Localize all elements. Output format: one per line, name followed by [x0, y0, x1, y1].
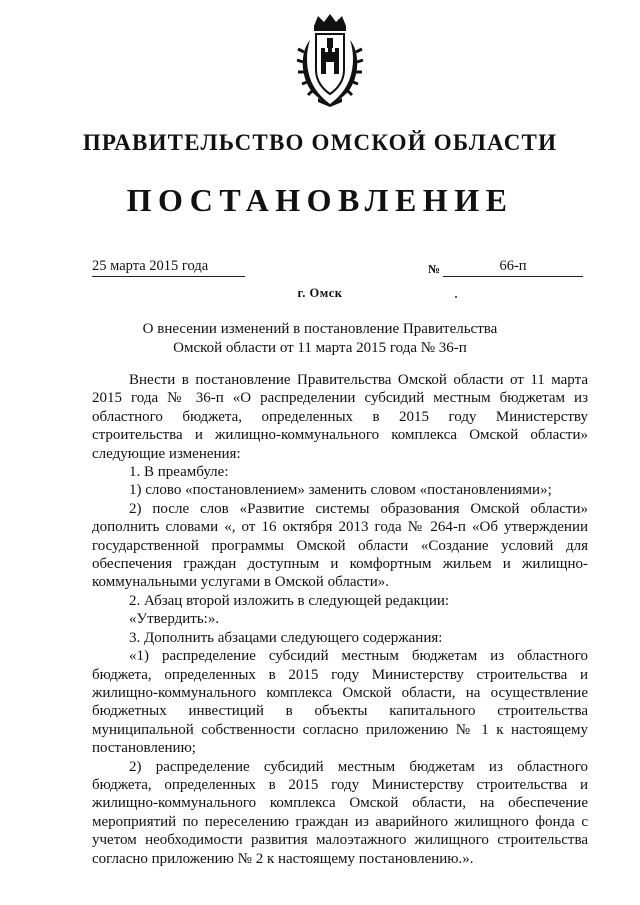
body-paragraph: 1) слово «постановлением» заменить словом «постановлениями»; [129, 482, 552, 499]
number-label: № [428, 262, 441, 276]
document-date: 25 марта 2015 года [92, 258, 245, 277]
body-paragraph: 3. Дополнить абзацами следующего содержания: [129, 629, 443, 646]
document-type-title: ПОСТАНОВЛЕНИЕ [126, 182, 514, 218]
body-paragraph: «1) распределение субсидий местным бюджетам из областного бюджета, определенных в 2015 году Министерству строительства и жилищно-коммунального комплекса Омской области, на осуществление бюджетных инвестиций в объекты капитального строительства муниципальной собственности согласно приложению № 1 к настоящему постановлению; [92, 648, 588, 757]
body-paragraph: 2) после слов «Развитие системы образования Омской области» дополнить словами «, от 16 октября 2013 года № 264-п «Об утверждении государственной программы Омской области «Создание условий для обеспечения граждан доступным и комфортным жильем и жилищно-коммунальными услугами в Омской области». [92, 500, 588, 591]
scan-speck [455, 296, 457, 298]
subject-line-2: Омской области от 11 марта 2015 года № 36-п [173, 339, 467, 356]
document-subject [0, 320, 640, 357]
body-paragraph: 2) распределение субсидий местным бюджетам из областного бюджета, определенных в 2015 году Министерству строительства и жилищно-коммунального комплекса Омской области, на обеспечение мероприятий по переселению граждан из аварийного жилищного фонда с учетом необходимости развития малоэтажного жилищного строительства согласно приложению № 2 к настоящему постановлению.». [92, 758, 588, 867]
body-paragraph: 2. Абзац второй изложить в следующей редакции: [129, 592, 450, 609]
body-paragraph: Внести в постановление Правительства Омской области от 11 марта 2015 года № 36-п «О распределении субсидий местным бюджетам из областного бюджета, определенных в 2015 году Министерству строительства и жилищно-коммунального комплекса Омской области» следующие изменения: [92, 372, 588, 462]
organization-title: ПРАВИТЕЛЬСТВО ОМСКОЙ ОБЛАСТИ [82, 130, 558, 155]
document-number: 66-п [443, 258, 583, 277]
city: г. Омск [297, 286, 343, 300]
body-paragraph: 1. В преамбуле: [129, 464, 229, 481]
document-body [92, 371, 588, 868]
coat-of-arms-icon [296, 12, 364, 108]
subject-line-1: О внесении изменений в постановление Правительства [142, 321, 498, 337]
body-paragraph: «Утвердить:». [129, 611, 220, 628]
